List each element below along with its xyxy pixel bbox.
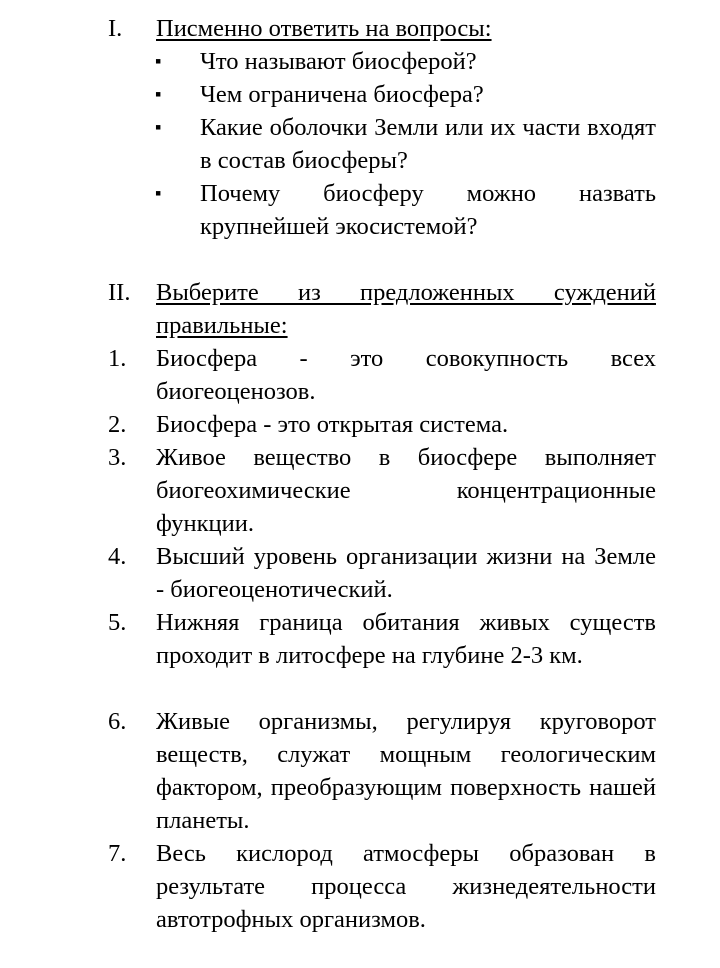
bullet-icon: ▪ bbox=[155, 51, 162, 71]
statement-number: 7. bbox=[108, 840, 127, 867]
statement-number: 3. bbox=[108, 444, 127, 471]
question-text: Чем ограничена биосфера? bbox=[200, 81, 484, 108]
statement-text: Живое вещество в биосфере выполняет биогеохимические концентрационные функции. bbox=[156, 444, 656, 537]
statement-number: 6. bbox=[108, 708, 127, 735]
statement-number: 4. bbox=[108, 543, 127, 570]
question-text: Какие оболочки Земли или их части входят в состав биосферы? bbox=[200, 114, 656, 174]
section-1-heading: Писменно ответить на вопросы: bbox=[156, 15, 492, 42]
section-2-numeral: II. bbox=[108, 279, 131, 306]
statement-text: Нижняя граница обитания живых существ проходит в литосфере на глубине 2-3 км. bbox=[156, 609, 656, 669]
question-text: Что называют биосферой? bbox=[200, 48, 477, 75]
statement-text: Весь кислород атмосферы образован в результате процесса жизнедеятельности автотрофных организмов. bbox=[156, 840, 656, 933]
statement-number: 5. bbox=[108, 609, 127, 636]
section-1-numeral: I. bbox=[108, 15, 123, 42]
bullet-icon: ▪ bbox=[155, 183, 162, 203]
statement-text: Биосфера - это открытая система. bbox=[156, 411, 509, 438]
question-text: Почему биосферу можно назвать крупнейшей экосистемой? bbox=[200, 180, 656, 240]
statement-text: Живые организмы, регулируя круговорот веществ, служат мощным геологическим фактором, преобразующим поверхность нашей планеты. bbox=[156, 708, 656, 834]
statement-text: Биосфера - это совокупность всех биогеоценозов. bbox=[156, 345, 656, 405]
statement-text: Высший уровень организации жизни на Земле - биогеоценотический. bbox=[156, 543, 656, 603]
statement-number: 2. bbox=[108, 411, 127, 438]
bullet-icon: ▪ bbox=[155, 84, 162, 104]
statement-number: 1. bbox=[108, 345, 127, 372]
section-2-heading: Выберите из предложенных суждений правильные: bbox=[156, 279, 656, 339]
bullet-icon: ▪ bbox=[155, 117, 162, 137]
